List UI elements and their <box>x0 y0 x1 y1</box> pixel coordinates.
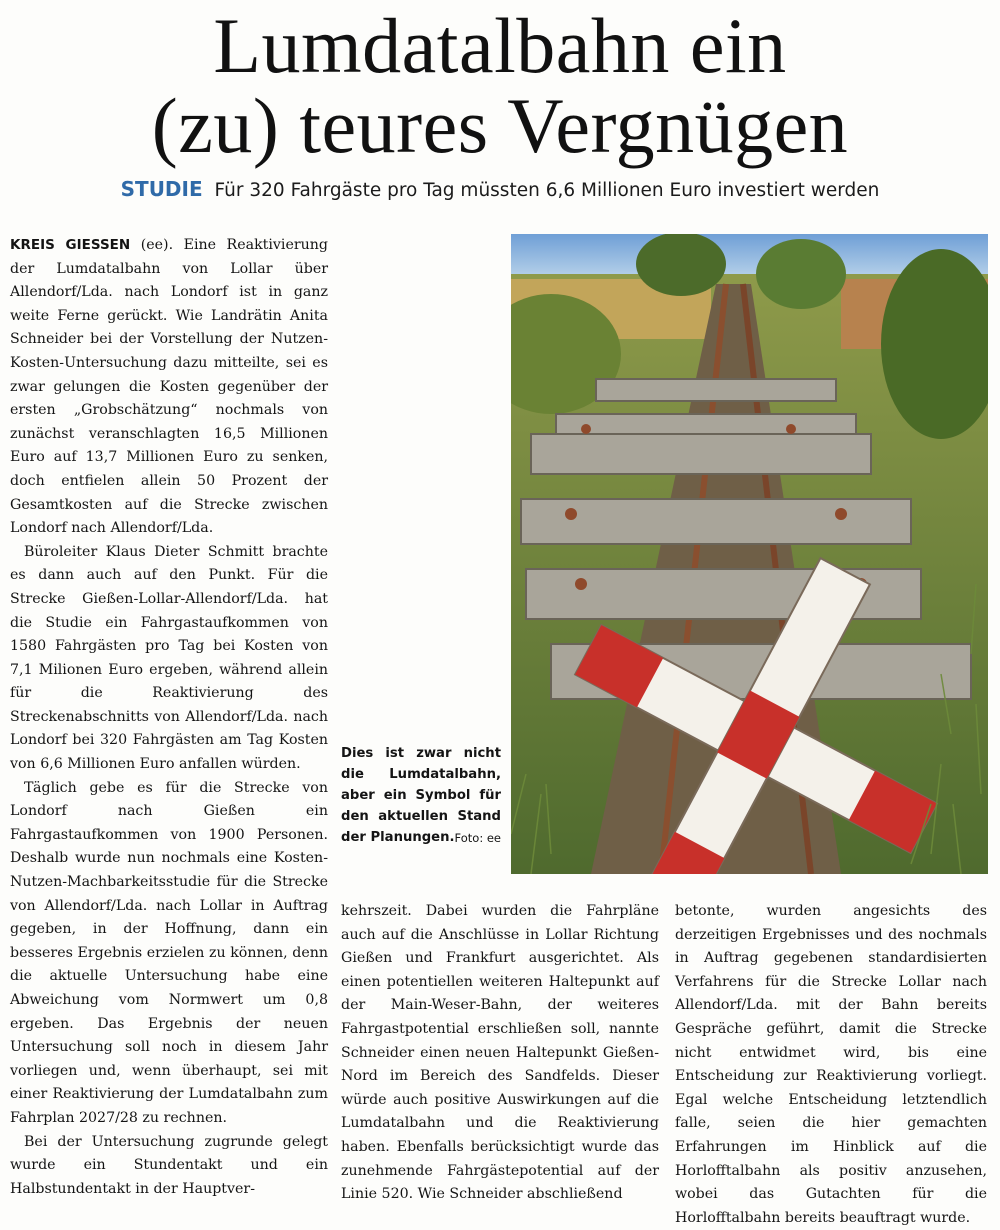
photo-credit: Foto: ee <box>454 831 501 845</box>
caption-text: Dies ist zwar nicht die Lumdatalbahn, aber ein Symbol für den aktuellen Stand der Planungen. <box>341 746 501 845</box>
railway-crossing-photo <box>511 234 988 874</box>
article-photo <box>511 234 988 874</box>
paragraph-5: kehrszeit. Dabei wurden die Fahrpläne auch auf die Anschlüsse in Lollar Richtung Gießen und Frankfurt ausgerichtet. Als einen potentiellen weiteren Haltepunkt auf der Main-Weser-Bahn, der weiteres Fahrgastpotential erschließen soll, nannte Schneider einen neuen Haltepunkt Gießen-Nord im Bereich des Sandfelds. Dieser würde auch positive Auswirkungen auf die Lumdatalbahn und die Reaktivierung haben. Ebenfalls berücksichtigt wurde das zunehmende Fahrgästepotential auf der Linie 520. Wie Schneider abschließend <box>341 903 659 1203</box>
headline-line-1: Lumdatalbahn ein <box>213 2 787 89</box>
paragraph-6: betonte, wurden angesichts des derzeitigen Ergebnisses und des nochmals in Auftrag gegebenen standardisierten Verfahrens für die Strecke Lollar nach Allendorf/Lda. mit der Bahn bereits Gespräche geführt, damit die Strecke nicht entwidmet wird, bis eine Entscheidung zur Reaktivierung vorliegt. Egal welche Entscheidung letztendlich falle, seien die hier gemachten Erfahrungen im Hinblick auf die Horlofftalbahn als positiv anzusehen, wobei das Gutachten für die Horlofftalbahn bereits beauftragt wurde. <box>675 903 987 1226</box>
dateline: KREIS GIESSEN <box>10 237 131 253</box>
paragraph-4: Bei der Untersuchung zugrunde gelegt wurde ein Stundentakt und ein Halbstundentakt in der Hauptver- <box>10 1133 328 1197</box>
article-column-1 <box>10 234 328 1201</box>
article-column-2 <box>341 900 659 1207</box>
kicker-label: STUDIE <box>120 177 203 201</box>
article-column-3 <box>675 900 987 1230</box>
subheadline <box>0 175 1000 205</box>
headline-line-2: (zu) teures Vergnügen <box>151 82 849 169</box>
paragraph-1: KREIS GIESSEN (ee). Eine Reaktivierung der Lumdatalbahn von Lollar über Allendorf/Lda. nach Londorf ist in ganz weite Ferne gerückt. Wie Landrätin Anita Schneider bei der Vorstellung der Nutzen-Kosten-Untersuchung dazu mitteilte, sei es zwar gelungen die Kosten gegenüber der ersten „Grobschätzung“ nochmals von zunächst veranschlagten 16,5 Millionen Euro auf 13,7 Millionen Euro zu senken, doch entfielen allein 50 Prozent der Gesamtkosten auf die Strecke zwischen Londorf nach Allendorf/Lda. <box>10 237 329 537</box>
photo-caption <box>341 743 501 849</box>
subheadline-text: Für 320 Fahrgäste pro Tag müssten 6,6 Millionen Euro investiert werden <box>214 180 880 201</box>
paragraph-3: Täglich gebe es für die Strecke von Londorf nach Gießen ein Fahrgastaufkommen von 1900 Personen. Deshalb wurde nun nochmals eine Kosten-Nutzen-Machbarkeitsstudie für die Strecke von Allendorf/Lda. nach Lollar in Auftrag gegeben, in der Hoffnung, dann ein besseres Ergebnis erzielen zu können, denn die aktuelle Untersuchung habe eine Abweichung vom Normwert um 0,8 ergeben. Das Ergebnis der neuen Untersuchung soll noch in diesem Jahr vorliegen und, wenn überhaupt, sei mit einer Reaktivierung der Lumdatalbahn zum Fahrplan 2027/28 zu rechnen. <box>10 779 328 1126</box>
paragraph-2: Büroleiter Klaus Dieter Schmitt brachte es dann auch auf den Punkt. Für die Strecke Gießen-Lollar-Allendorf/Lda. hat die Studie ein Fahrgastaufkommen von 1580 Fahrgästen pro Tag bei Kosten von 7,1 Milionen Euro ergeben, während allein für die Reaktivierung des Streckenabschnitts von Allendorf/Lda. nach Londorf bei 320 Fahrgästen am Tag Kosten von 6,6 Millionen Euro anfallen würden. <box>10 543 328 773</box>
